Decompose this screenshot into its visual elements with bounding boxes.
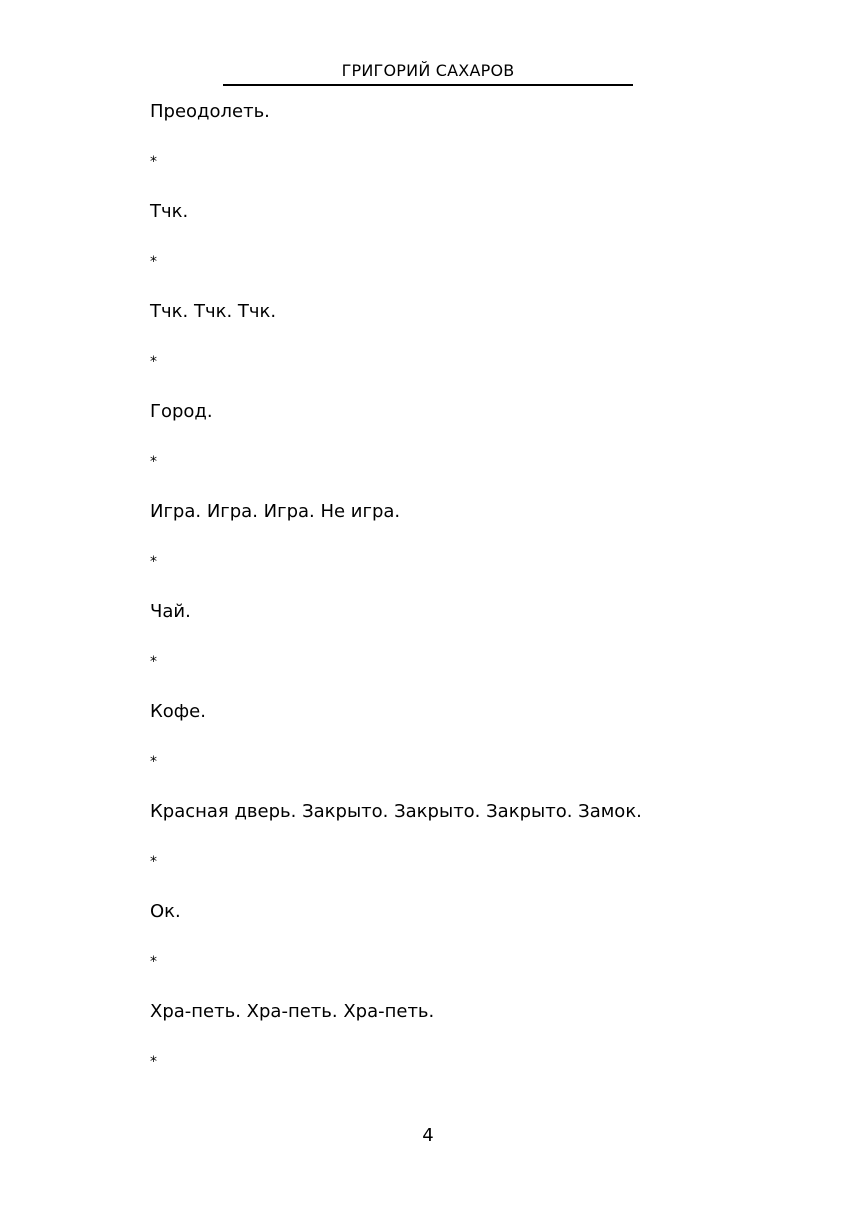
page-number: 4 [422, 1125, 434, 1146]
text-line: Игра. Игра. Игра. Не игра. [150, 501, 401, 522]
separator-asterisk: * [150, 554, 157, 570]
text-line: Город. [150, 401, 213, 422]
text-line: Тчк. Тчк. Тчк. [150, 301, 277, 322]
separator-asterisk: * [150, 254, 157, 270]
separator-asterisk: * [150, 454, 157, 470]
text-line: Красная дверь. Закрыто. Закрыто. Закрыто. Замок. [150, 801, 642, 822]
header-rule [223, 84, 633, 86]
separator-asterisk: * [150, 754, 157, 770]
separator-asterisk: * [150, 654, 157, 670]
text-line: Тчк. [150, 201, 189, 222]
text-line: Преодолеть. [150, 101, 270, 122]
running-header-author: ГРИГОРИЙ САХАРОВ [341, 61, 515, 80]
text-line: Чай. [150, 601, 191, 622]
separator-asterisk: * [150, 854, 157, 870]
separator-asterisk: * [150, 1054, 157, 1070]
text-line: Хра-петь. Хра-петь. Хра-петь. [150, 1001, 435, 1022]
text-line: Ок. [150, 901, 181, 922]
text-line: Кофе. [150, 701, 206, 722]
separator-asterisk: * [150, 154, 157, 170]
separator-asterisk: * [150, 954, 157, 970]
separator-asterisk: * [150, 354, 157, 370]
